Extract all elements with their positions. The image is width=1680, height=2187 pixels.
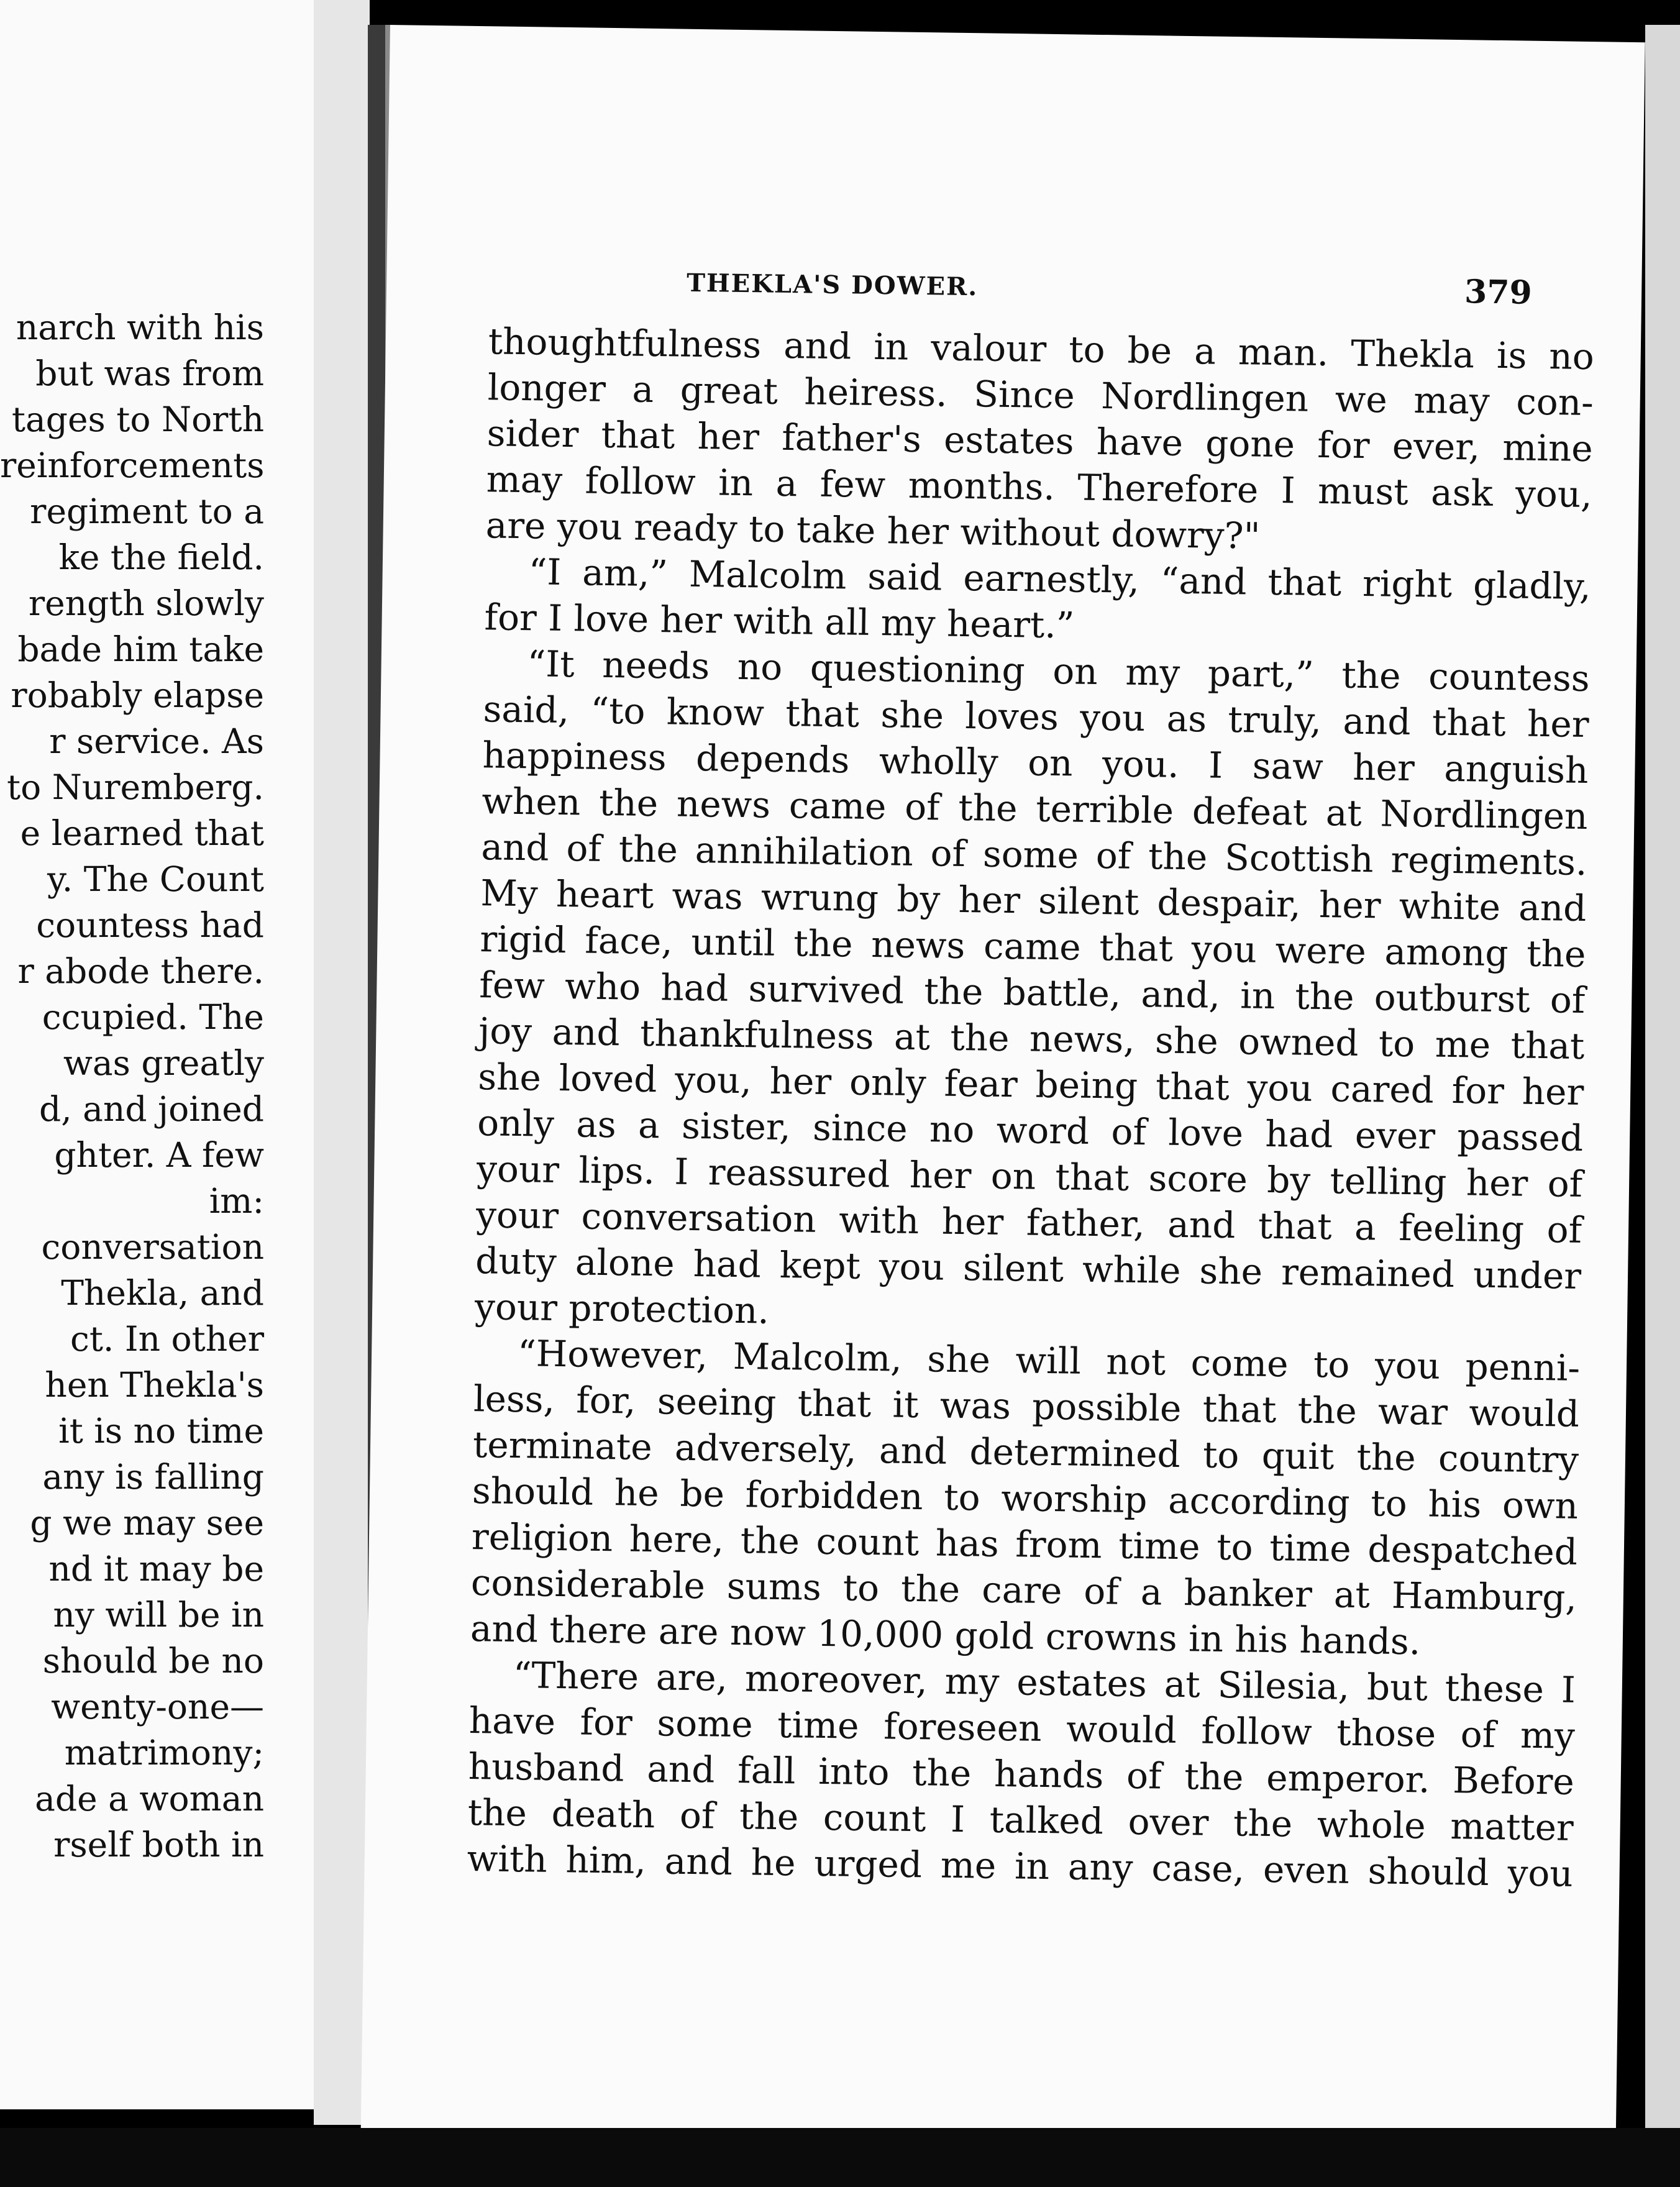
body-line: “There are, moreover, my estates at Silesia, but these I [513,1654,1576,1711]
page-number: 379 [1464,273,1533,312]
body-line: My heart was wrung by her silent despair, her white and [480,872,1587,930]
left-page-line: countess had [36,905,264,945]
body-line: few who had survived the battle, and, in the outburst of [478,964,1586,1022]
left-page-line: e learned that [20,813,264,853]
left-page-line: to Nuremberg. [7,767,264,807]
body-line: with him, and he urged me in any case, even should you [467,1837,1574,1895]
left-page-line: r abode there. [17,951,264,991]
left-page-line: reinforcements [0,445,265,485]
left-page-line: ke the field. [58,537,264,577]
scan-bottom-border [0,2128,1680,2187]
body-line: the death of the count I talked over the whole matter [467,1791,1574,1849]
body-line: and there are now 10,000 gold crowns in his hands. [470,1607,1421,1663]
body-line: happiness depends wholly on you. I saw her anguish [482,734,1589,792]
body-line: are you ready to take her without dowry?" [485,504,1261,557]
body-line: considerable sums to the care of a banker at Hamburg, [470,1561,1577,1619]
body-line: when the news came of the terrible defeat at Nordlingen [482,780,1588,838]
body-line: have for some time foreseen would follow those of my [468,1699,1576,1757]
left-page-line: ade a woman [35,1779,264,1819]
left-page-line: rself both in [53,1825,264,1865]
body-line: should he be forbidden to worship according to his own [472,1469,1579,1527]
left-page-line: hen Thekla's [45,1365,264,1405]
body-line: may follow in a few months. Therefore I must ask you, [486,458,1593,516]
body-line: terminate adversely, and determined to quit the country [472,1423,1579,1481]
left-page-line: ny will be in [53,1595,264,1635]
left-page-line: ct. In other [70,1319,264,1359]
left-page-line: nd it may be [48,1549,264,1589]
body-line: your lips. I reassured her on that score by telling her of [476,1148,1583,1205]
body-line: rigid face, until the news came that you were among the [479,918,1586,976]
left-page-line: bade him take [17,629,264,669]
body-line: said, “to know that she loves you as truly, and that her [483,688,1589,746]
left-page-line: r service. As [49,721,264,761]
right-page [361,25,1645,2152]
body-line: “However, Malcolm, she will not come to you penni- [517,1332,1581,1389]
left-page-line: should be no [42,1641,264,1681]
body-line: only as a sister, since no word of love had ever passed [477,1102,1584,1159]
body-line: joy and thankfulness at the news, she owned to me that [478,1010,1585,1067]
left-page-line: ghter. A few [54,1135,264,1175]
page-edge [1645,25,1680,2134]
page-body-text [467,318,1595,1895]
running-head: THEKLA'S DOWER. [686,268,979,302]
left-page-line: regiment to a [30,491,264,531]
left-page-line: im: [209,1181,264,1221]
left-page-line: rength slowly [28,583,264,623]
left-page [0,0,314,2109]
body-line: “It needs no questioning on my part,” the countess [527,642,1590,700]
left-page-line: robably elapse [11,675,264,715]
left-page-line: matrimony; [64,1733,264,1773]
body-line: less, for, seeing that it was possible that the war would [473,1377,1580,1435]
body-line: duty alone had kept you silent while she remained under [475,1240,1582,1297]
body-line: she loved you, her only fear being that you cared for her [477,1056,1584,1113]
gutter [314,0,370,2125]
left-page-line: d, and joined [39,1089,264,1129]
left-page-line: conversation [41,1227,264,1267]
left-page-line: ccupied. The [42,997,264,1037]
left-page-line: was greatly [63,1043,264,1083]
body-line: sider that her father's estates have gone for ever, mine [486,412,1594,470]
left-page-line: wenty-one— [51,1687,264,1727]
left-page-line: narch with his [16,308,264,347]
body-line: and of the annihilation of some of the Scottish regiments. [481,826,1587,884]
body-line: “I am,” Malcolm said earnestly, “and that right gladly, [528,550,1592,608]
body-line: your protection. [474,1285,770,1332]
left-page-line: it is no time [58,1411,264,1451]
body-line: longer a great heiress. Since Nordlingen we may con- [487,366,1594,424]
body-line: religion here, the count has from time to time despatched [471,1515,1578,1573]
left-page-line: but was from [35,354,264,393]
left-page-line: y. The Count [47,859,264,899]
body-line: for I love her with all my heart.” [484,596,1075,647]
left-page-line: any is falling [42,1457,264,1497]
body-line: husband and fall into the hands of the emperor. Before [468,1745,1575,1803]
body-line: thoughtfulness and in valour to be a man. Thekla is no [488,320,1595,378]
body-line: your conversation with her father, and that a feeling of [475,1194,1582,1251]
left-page-line: Thekla, and [61,1273,264,1313]
left-page-line: tages to North [11,400,264,439]
left-page-line: g we may see [30,1503,264,1543]
